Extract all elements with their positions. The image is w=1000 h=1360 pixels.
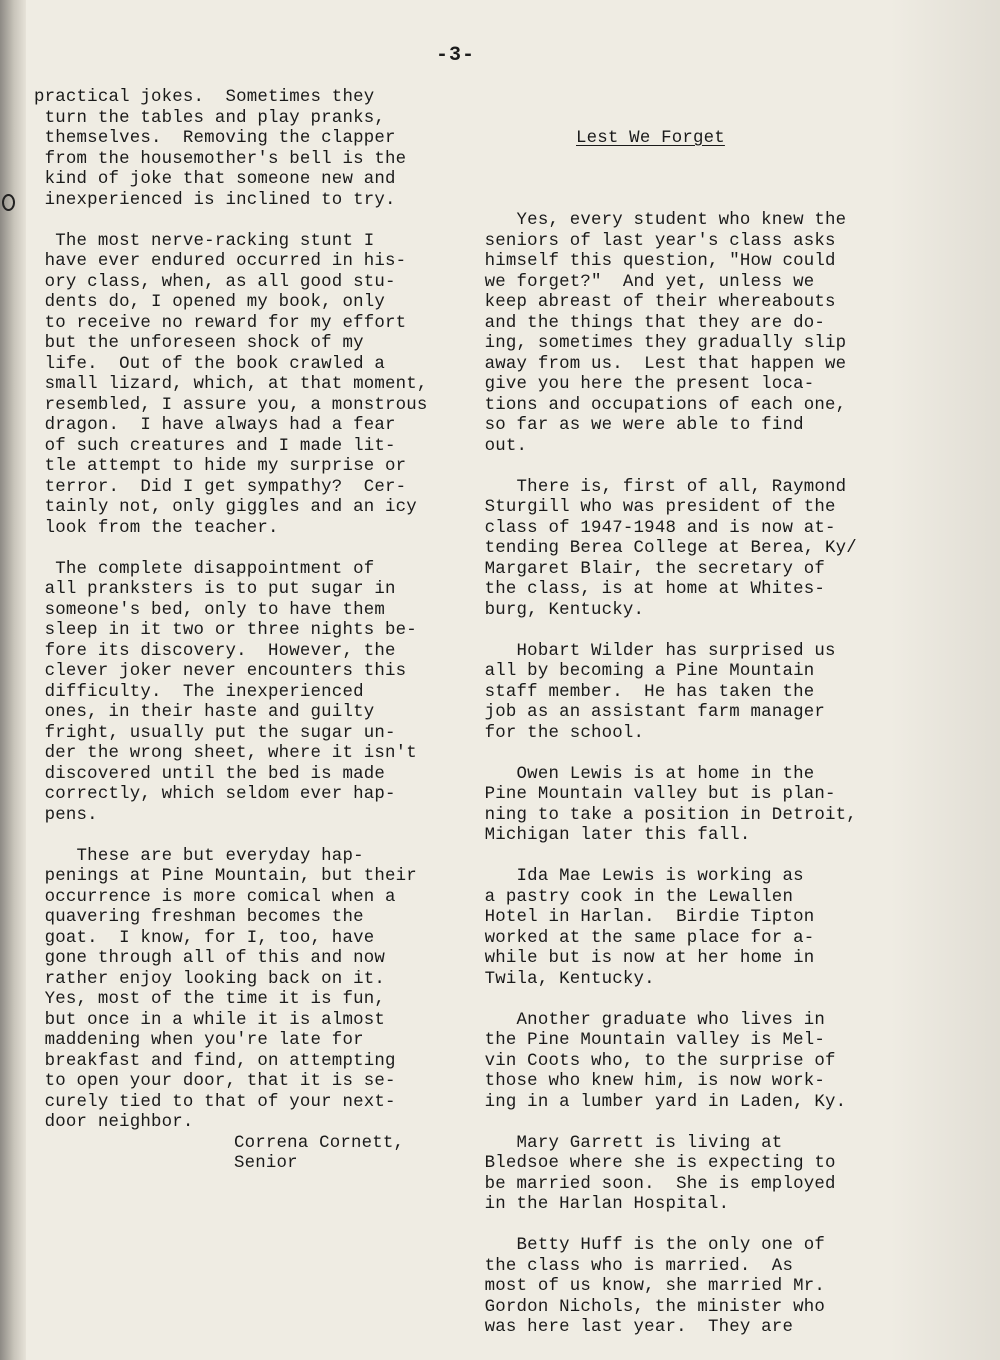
text-line: occurrence is more comical when a xyxy=(34,887,396,907)
text-line: quavering freshman becomes the xyxy=(34,908,364,927)
paragraph-gap xyxy=(34,539,474,560)
text-line: out. xyxy=(474,436,528,456)
page-number: -3- xyxy=(436,44,476,67)
text-line: vin Coots who, to the surprise of xyxy=(474,1051,836,1071)
text-line: be married soon. She is employed xyxy=(474,1174,836,1194)
text-line: der the wrong sheet, where it isn't xyxy=(34,744,417,763)
text-line: most of us know, she married Mr. xyxy=(474,1277,825,1296)
text-line: Ida Mae Lewis is working as xyxy=(474,867,804,886)
text-line: so far as we were able to find xyxy=(474,416,804,435)
text-line: Bledsoe where she is expecting to xyxy=(474,1154,836,1173)
text-line: look from the teacher. xyxy=(34,518,279,538)
text-line: resembled, I assure you, a monstrous xyxy=(34,395,428,415)
text-line: the class who is married. As xyxy=(474,1256,794,1276)
author-class: Senior xyxy=(234,1154,298,1173)
text-line: all pranksters is to put sugar in xyxy=(34,580,396,599)
text-line: have ever endured occurred in his- xyxy=(34,252,407,271)
text-line: themselves. Removing the clapper xyxy=(34,129,396,148)
text-line: small lizard, which, at that moment, xyxy=(34,375,428,394)
paragraph-gap xyxy=(474,1216,934,1237)
text-line: we forget?" And yet, unless we xyxy=(474,272,815,292)
text-line: Yes, most of the time it is fun, xyxy=(34,990,385,1009)
text-line: fright, usually put the sugar un- xyxy=(34,723,396,743)
text-line: rather enjoy looking back on it. xyxy=(34,969,385,989)
text-line: tions and occupations of each one, xyxy=(474,395,847,415)
text-line: Pine Mountain valley but is plan- xyxy=(474,785,836,804)
text-line: difficulty. The inexperienced xyxy=(34,682,364,702)
text-line: burg, Kentucky. xyxy=(474,600,645,620)
text-line: inexperienced is inclined to try. xyxy=(34,190,396,210)
paragraph-gap xyxy=(474,744,934,765)
text-line: Hotel in Harlan. Birdie Tipton xyxy=(474,908,815,927)
text-line: ones, in their haste and guilty xyxy=(34,703,375,722)
text-line: in the Harlan Hospital. xyxy=(474,1195,730,1214)
paragraph xyxy=(474,1011,934,1114)
article-title: Lest We Forget xyxy=(576,129,725,148)
text-line: from the housemother's bell is the xyxy=(34,149,407,169)
text-line: Betty Huff is the only one of xyxy=(474,1236,825,1255)
text-line: tending Berea College at Berea, Ky/ xyxy=(474,539,857,558)
text-line: someone's bed, only to have them xyxy=(34,600,385,620)
text-line: Twila, Kentucky. xyxy=(474,969,655,989)
text-line: ory class, when, as all good stu- xyxy=(34,272,396,292)
paragraph-gap xyxy=(474,621,934,642)
text-line: seniors of last year's class asks xyxy=(474,231,836,251)
text-line: clever joker never encounters this xyxy=(34,662,407,681)
text-line: breakfast and find, on attempting xyxy=(34,1051,396,1071)
paragraph xyxy=(34,560,474,827)
left-column xyxy=(34,88,474,1175)
text-line: curely tied to that of your next- xyxy=(34,1092,396,1112)
paragraph-gap xyxy=(474,990,934,1011)
paragraph xyxy=(474,1236,934,1339)
paragraph xyxy=(474,765,934,847)
paragraph xyxy=(474,867,934,990)
text-line: The most nerve-racking stunt I xyxy=(34,231,375,251)
paragraph-gap xyxy=(474,1113,934,1134)
punch-hole-mark xyxy=(2,194,15,211)
text-line: Owen Lewis is at home in the xyxy=(474,764,815,784)
text-line: Another graduate who lives in xyxy=(474,1010,825,1030)
author-name: Correna Cornett, xyxy=(234,1133,405,1153)
text-line: The complete disappointment of xyxy=(34,559,375,579)
text-line: turn the tables and play pranks, xyxy=(34,108,385,128)
paragraph-gap xyxy=(474,847,934,868)
text-line: These are but everyday hap- xyxy=(34,846,364,866)
text-line: away from us. Lest that happen we xyxy=(474,354,847,374)
text-line: life. Out of the book crawled a xyxy=(34,354,385,374)
text-line: sleep in it two or three nights be- xyxy=(34,621,417,640)
text-line: give you here the present loca- xyxy=(474,375,815,394)
text-line: dragon. I have always had a fear xyxy=(34,416,396,435)
paragraph xyxy=(34,88,474,211)
text-line: Margaret Blair, the secretary of xyxy=(474,559,825,579)
paragraph-gap xyxy=(34,826,474,847)
text-line: but once in a while it is almost xyxy=(34,1010,385,1030)
paragraph xyxy=(34,232,474,540)
text-line: Gordon Nichols, the minister who xyxy=(474,1297,825,1317)
text-line: There is, first of all, Raymond xyxy=(474,477,847,497)
text-line: Mary Garrett is living at xyxy=(474,1133,783,1153)
text-line: tle attempt to hide my surprise or xyxy=(34,457,407,476)
text-line: keep abreast of their whereabouts xyxy=(474,293,836,312)
text-line: the Pine Mountain valley is Mel- xyxy=(474,1031,825,1050)
text-line: discovered until the bed is made xyxy=(34,764,385,784)
text-line: staff member. He has taken the xyxy=(474,682,815,702)
text-line: correctly, which seldom ever hap- xyxy=(34,785,396,804)
text-line: Michigan later this fall. xyxy=(474,826,751,845)
text-line: ing, sometimes they gradually slip xyxy=(474,334,847,353)
text-line: but the unforeseen shock of my xyxy=(34,334,364,353)
paragraph xyxy=(474,1134,934,1216)
text-line: worked at the same place for a- xyxy=(474,928,815,948)
text-line: Hobart Wilder has surprised us xyxy=(474,641,836,661)
paragraph xyxy=(474,211,934,457)
text-line: all by becoming a Pine Mountain xyxy=(474,662,815,681)
paragraph-gap xyxy=(474,457,934,478)
text-line: tainly not, only giggles and an icy xyxy=(34,498,417,517)
text-line: ing in a lumber yard in Laden, Ky. xyxy=(474,1092,847,1112)
text-line: gone through all of this and now xyxy=(34,949,385,968)
text-line: ning to take a position in Detroit, xyxy=(474,805,857,825)
text-line: kind of joke that someone new and xyxy=(34,170,396,189)
text-line: of such creatures and I made lit- xyxy=(34,436,396,456)
text-line: fore its discovery. However, the xyxy=(34,641,396,661)
text-line: those who knew him, is now work- xyxy=(474,1072,825,1091)
paragraph xyxy=(474,478,934,622)
text-line: penings at Pine Mountain, but their xyxy=(34,867,417,886)
text-line: was here last year. They are xyxy=(474,1318,794,1337)
text-line: himself this question, "How could xyxy=(474,252,836,271)
text-line: pens. xyxy=(34,805,98,825)
text-line: terror. Did I get sympathy? Cer- xyxy=(34,477,407,497)
text-line: Sturgill who was president of the xyxy=(474,498,836,517)
text-line: the class, is at home at Whites- xyxy=(474,580,825,599)
text-line: for the school. xyxy=(474,723,645,743)
text-line: job as an assistant farm manager xyxy=(474,703,825,722)
right-column xyxy=(474,88,934,1339)
paragraph xyxy=(34,847,474,1134)
paragraph xyxy=(474,642,934,745)
text-line: to open your door, that it is se- xyxy=(34,1072,396,1091)
text-line: and the things that they are do- xyxy=(474,313,825,333)
text-line: goat. I know, for I, too, have xyxy=(34,928,375,948)
text-line: door neighbor. xyxy=(34,1113,194,1132)
text-line: maddening when you're late for xyxy=(34,1031,364,1050)
text-line: dents do, I opened my book, only xyxy=(34,293,385,312)
paragraph-gap xyxy=(34,211,474,232)
text-line: Yes, every student who knew the xyxy=(474,211,847,230)
text-line: to receive no reward for my effort xyxy=(34,313,407,333)
text-line: class of 1947-1948 and is now at- xyxy=(474,518,836,538)
text-line: practical jokes. Sometimes they xyxy=(34,88,375,107)
text-line: a pastry cook in the Lewallen xyxy=(474,887,794,907)
text-line: while but is now at her home in xyxy=(474,949,815,968)
